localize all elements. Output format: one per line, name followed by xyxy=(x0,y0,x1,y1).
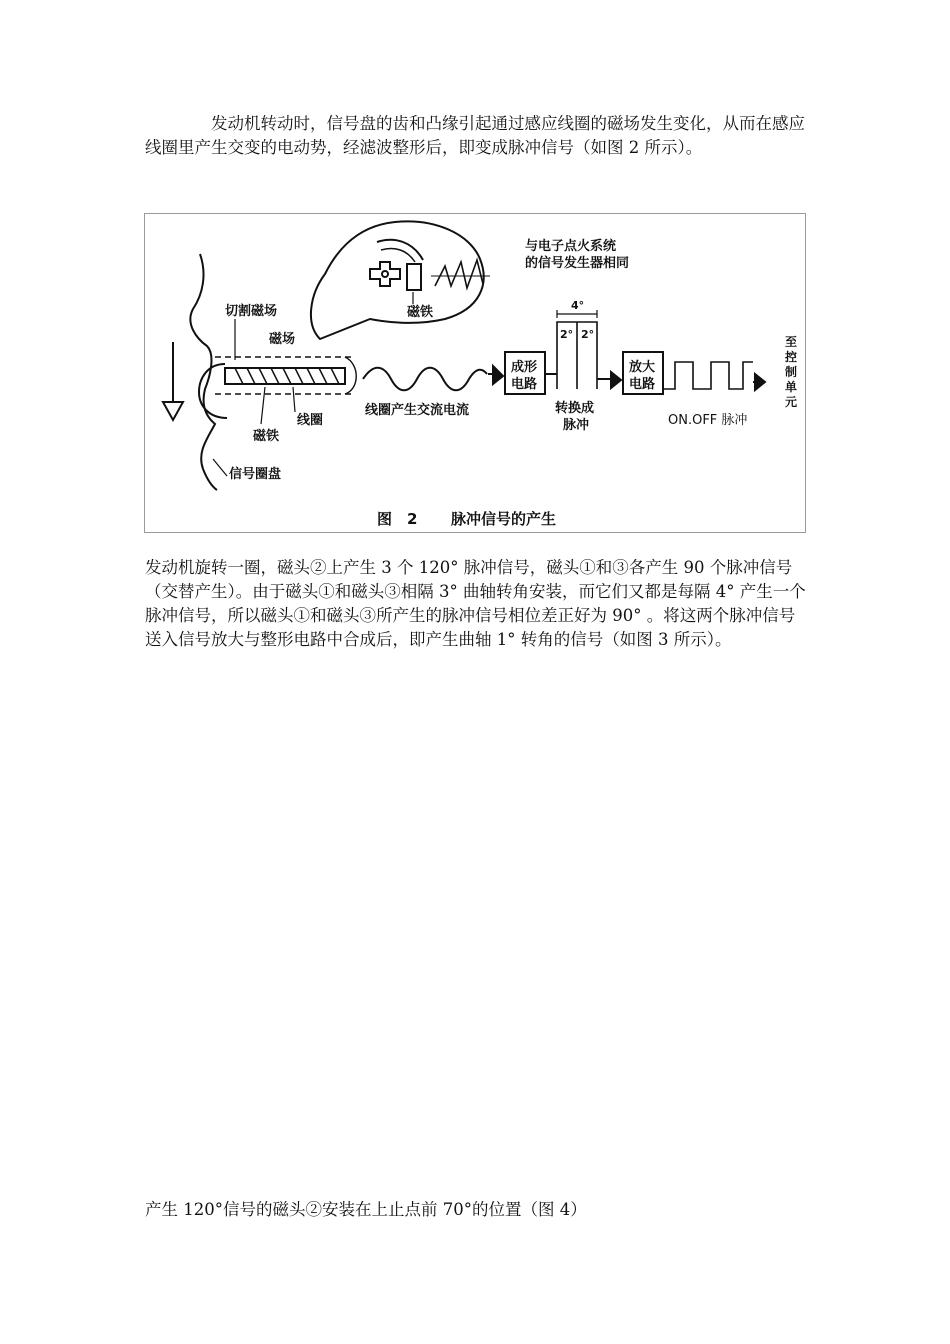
label-deg2a: 2° xyxy=(560,328,574,341)
label-amp-2: 电路 xyxy=(629,377,656,392)
label-deg2b: 2° xyxy=(581,328,595,341)
label-to-ctrl-5: 元 xyxy=(785,395,798,409)
callout-bubble xyxy=(311,221,484,339)
waveform xyxy=(435,260,483,288)
label-to-ctrl-1: 至 xyxy=(785,335,798,349)
pulse-signal-diagram xyxy=(145,214,805,532)
sensor-head xyxy=(199,364,227,418)
ac-wave xyxy=(363,368,487,391)
label-deg4: 4° xyxy=(571,299,585,312)
onoff-pulse xyxy=(663,362,753,389)
star-disc xyxy=(370,262,400,286)
label-signal-disc: 信号圈盘 xyxy=(229,467,282,482)
label-coil-current: 线圈产生交流电流 xyxy=(365,403,470,418)
label-shaping-2: 电路 xyxy=(511,377,538,392)
paragraph-2: 发动机旋转一圈，磁头②上产生 3 个 120° 脉冲信号，磁头①和③各产生 90 个脉冲信号（交替产生）。由于磁头①和磁头③相隔 3° 曲轴转角安装，而它们又都是每隔 4° 产生一个脉冲信号，所以磁头①和磁头③所产生的脉冲信号相位差正好为 90° 。将这两个脉冲信号送入信号放大与整形电路中合成后，即产生曲轴 1° 转角的信号（如图 3 所示）。 xyxy=(145,558,806,649)
label-amp-1: 放大 xyxy=(629,360,656,375)
label-onoff: ON.OFF 脉冲 xyxy=(668,413,748,428)
signal-disc-edge xyxy=(190,254,217,490)
figure-caption-text: 脉冲信号的产生 xyxy=(451,510,557,528)
figure-caption-number: 图 2 xyxy=(377,510,418,528)
label-field: 磁场 xyxy=(269,332,296,347)
paragraph-3: 产生 120°信号的磁头②安装在上止点前 70°的位置（图 4） xyxy=(145,1200,587,1219)
label-to-ctrl-2: 控 xyxy=(785,350,798,364)
label-convert-1: 转换成 xyxy=(555,401,595,416)
paragraph-1: 发动机转动时，信号盘的齿和凸缘引起通过感应线圈的磁场发生变化，从而在感应线圈里产生交变的电动势，经滤波整形后，即变成脉冲信号（如图 2 所示）。 xyxy=(145,114,805,157)
label-magnet-bottom: 磁铁 xyxy=(253,429,280,444)
label-convert-2: 脉冲 xyxy=(563,418,590,433)
label-magnet-top: 磁铁 xyxy=(407,305,434,320)
label-coil: 线圈 xyxy=(297,413,324,428)
figure-2-pulse-signal xyxy=(144,213,806,533)
label-shaping-1: 成形 xyxy=(511,360,538,375)
label-to-ctrl-3: 制 xyxy=(785,365,798,379)
label-same-as-line2: 的信号发生器相同 xyxy=(525,256,630,271)
label-cut-field: 切割磁场 xyxy=(225,304,278,319)
label-same-as-line1: 与电子点火系统 xyxy=(525,239,617,254)
label-to-ctrl-4: 单 xyxy=(785,380,798,394)
